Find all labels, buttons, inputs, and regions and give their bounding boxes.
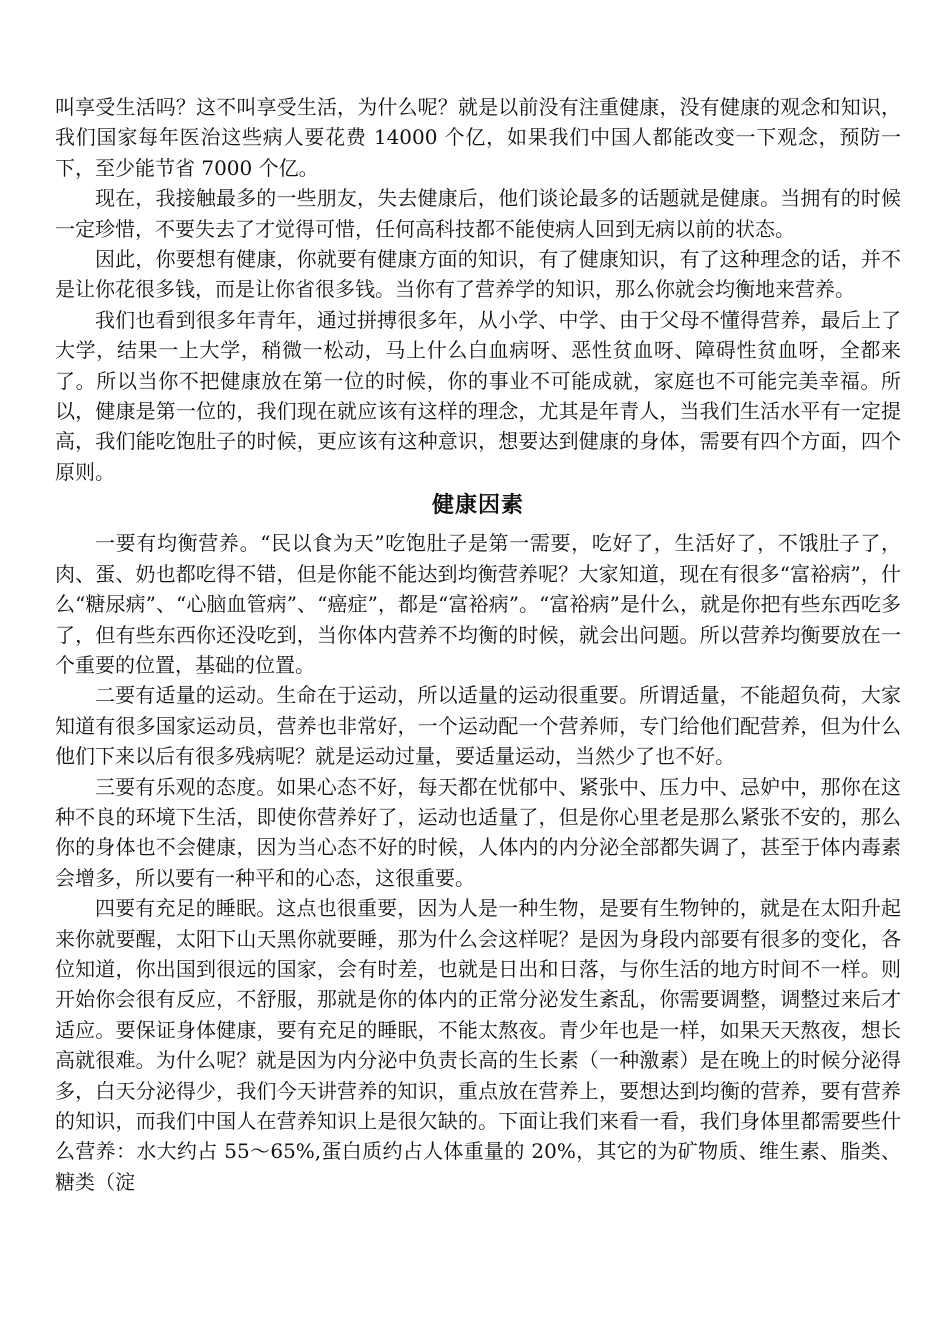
paragraph-sufficient-sleep: 四要有充足的睡眠。这点也很重要，因为人是一种生物，是要有生物钟的，就是在太阳升起来你就要醒，太阳下山天黑你就要睡，那为什么会这样呢？是因为身段内部要有很多的变化，各位知道，你出国到很远的国家，会有时差，也就是日出和日落，与你生活的地方时间不一样。则开始你会很有反应，不舒服，那就是你的体内的正常分泌发生紊乱，你需要调整，调整过来后才适应。要保证身体健康，要有充足的睡眠，不能太熬夜。青少年也是一样，如果天天熬夜，想长高就很难。为什么呢？就是因为内分泌中负责长高的生长素（一种激素）是在晚上的时候分泌得多，白天分泌得少，我们今天讲营养的知识，重点放在营养上，要想达到均衡的营养，要有营养的知识，而我们中国人在营养知识上是很欠缺的。下面让我们来看一看，我们身体里都需要些什么营养：水大约占 55～65%,蛋白质约占人体重量的 20%，其它的为矿物质、维生素、脂类、糖类（淀 <box>55 896 901 1194</box>
paragraph-balanced-nutrition: 一要有均衡营养。“民以食为天”吃饱肚子是第一需要，吃好了，生活好了，不饿肚子了，肉、蛋、奶也都吃得不错，但是你能不能达到均衡营养呢？大家知道，现在有很多“富裕病”，什么“糖尿病”、“心脑血管病”、“癌症”，都是“富裕病”。“富裕病”是什么，就是你把有些东西吃多了，但有些东西你还没吃到，当你体内营养不均衡的时候，就会出问题。所以营养均衡要放在一个重要的位置，基础的位置。 <box>55 531 901 677</box>
document-page <box>55 92 901 1197</box>
section-heading: 健康因素 <box>431 492 524 519</box>
paragraph-health-cost: 叫享受生活吗？这不叫享受生活，为什么呢？就是以前没有注重健康，没有健康的观念和知识，我们国家每年医治这些病人要花费 14000 个亿，如果我们中国人都能改变一下观念，预防一下，至少能节省 7000 个亿。 <box>55 95 901 180</box>
paragraph-optimistic-attitude: 三要有乐观的态度。如果心态不好，每天都在忧郁中、紧张中、压力中、忌妒中，那你在这种不良的环境下生活，即使你营养好了，运动也适量了，但是你心里老是那么紧张不安的，那么你的身体也不会健康，因为当心态不好的时候，人体内的内分泌全部都失调了，甚至于体内毒素会增多，所以要有一种平和的心态，这很重要。 <box>55 774 901 890</box>
paragraph-cherish-health: 现在，我接触最多的一些朋友，失去健康后，他们谈论最多的话题就是健康。当拥有的时候一定珍惜，不要失去了才觉得可惜，任何高科技都不能使病人回到无病以前的状态。 <box>55 186 901 241</box>
paragraph-moderate-exercise: 二要有适量的运动。生命在于运动，所以适量的运动很重要。所谓适量，不能超负荷，大家知道有很多国家运动员，营养也非常好，一个运动配一个营养师，专门给他们配营养，但为什么他们下来以后有很多残病呢？就是运动过量，要适量运动，当然少了也不好。 <box>55 683 901 769</box>
paragraph-health-knowledge: 因此，你要想有健康，你就要有健康方面的知识，有了健康知识，有了这种理念的话，并不是让你花很多钱，而是让你省很多钱。当你有了营养学的知识，那么你就会均衡地来营养。 <box>55 247 901 302</box>
paragraph-youth-health: 我们也看到很多年青年，通过拼搏很多年，从小学、中学、由于父母不懂得营养，最后上了大学，结果一上大学，稍微一松动，马上什么白血病呀、恶性贫血呀、障碍性贫血呀，全都来了。所以当你不把健康放在第一位的时候，你的事业不可能成就，家庭也不可能完美幸福。所以，健康是第一位的，我们现在就应该有这样的理念，尤其是年青人，当我们生活水平有一定提高，我们能吃饱肚子的时候，更应该有这种意识，想要达到健康的身体，需要有四个方面，四个原则。 <box>55 307 901 484</box>
